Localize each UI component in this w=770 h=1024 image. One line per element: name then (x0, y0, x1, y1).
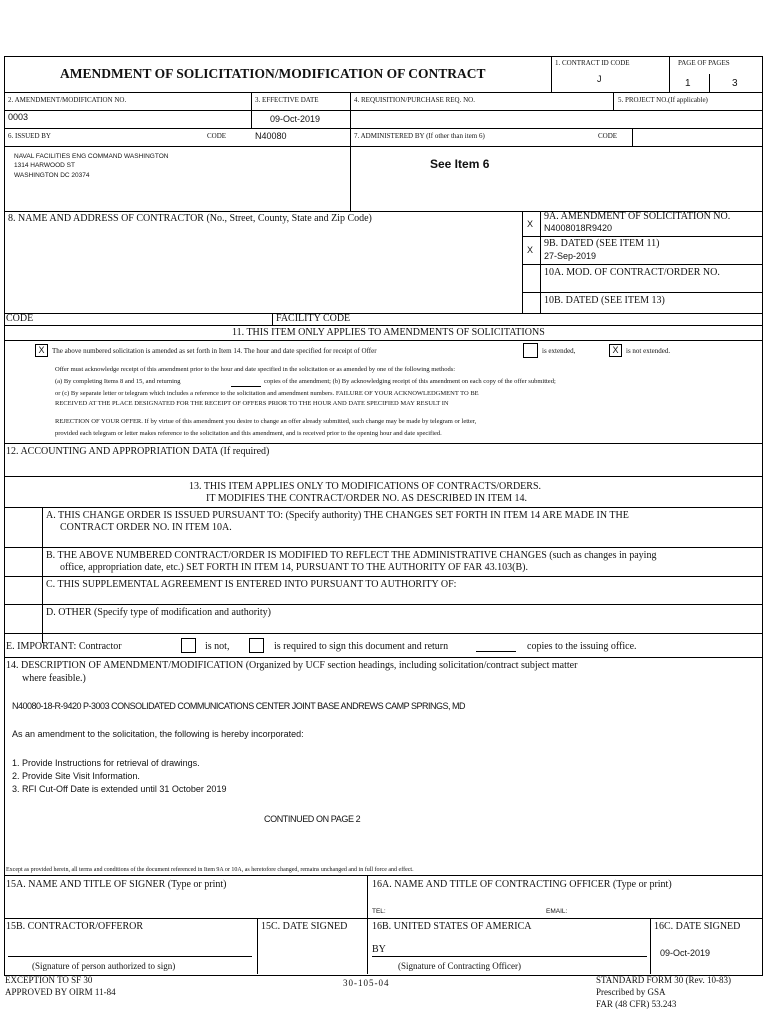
required-checkbox[interactable] (249, 638, 264, 653)
item16b-label: 16B. UNITED STATES OF AMERICA (372, 921, 532, 932)
contractor-signature-caption: (Signature of person authorized to sign) (32, 961, 176, 971)
item15b-label: 15B. CONTRACTOR/OFFEROR (6, 921, 144, 932)
item16a-label: 16A. NAME AND TITLE OF CONTRACTING OFFICER (Type or print) (372, 879, 672, 890)
item13-c: C. THIS SUPPLEMENTAL AGREEMENT IS ENTERED INTO PURSUANT TO AUTHORITY OF: (46, 579, 457, 590)
item11-is-not-extended: is not extended. (626, 347, 671, 355)
form-title: AMENDMENT OF SOLICITATION/MODIFICATION OF CONTRACT (60, 66, 486, 81)
contract-id-code[interactable]: J (597, 74, 602, 84)
by-label: BY (372, 944, 386, 955)
item11-para6: provided each telegram or letter makes reference to the solicitation and this amendment, and is received prior to the opening hour and date specified. (55, 430, 442, 437)
item12-label: 12. ACCOUNTING AND APPROPRIATION DATA (If required) (6, 446, 270, 457)
important-copies: copies to the issuing office. (527, 641, 637, 652)
item9b-checkmark[interactable]: X (527, 245, 534, 255)
item13-b-line2: office, appropriation date, etc.) SET FORTH IN ITEM 14, PURSUANT TO THE AUTHORITY OF FAR 43.103(B). (60, 562, 528, 573)
item11-extended-checkbox[interactable] (523, 343, 538, 358)
item9b-label: 9B. DATED (SEE ITEM 11) (544, 238, 660, 249)
footer-form-number: 30-105-04 (343, 978, 390, 988)
officer-signature-caption: (Signature of Contracting Officer) (398, 961, 522, 971)
item14-description-line2: As an amendment to the solicitation, the following is hereby incorporated: (12, 729, 304, 739)
item11-para1: Offer must acknowledge receipt of this amendment prior to the hour and date specified in the solicitation or as amended by one of the following methods: (55, 366, 456, 373)
item11-para5: REJECTION OF YOUR OFFER. If by virtue of this amendment you desire to change an offer already submitted, such change may be made by telegram or letter, (55, 418, 477, 425)
important-required: is required to sign this document and return (274, 641, 449, 652)
item11-para3: or (c) By separate letter or telegram which includes a reference to the solicitation and amendment numbers. FAILURE OF YOUR ACKNOWLEDGMENT TO BE (55, 390, 479, 397)
item10b-label: 10B. DATED (SEE ITEM 13) (544, 295, 665, 306)
not-required-checkbox[interactable] (181, 638, 196, 653)
item9a-label: 9A. AMENDMENT OF SOLICITATION NO. (544, 211, 731, 222)
item11-amended-checkbox[interactable]: X (35, 344, 48, 357)
item14-list-item: 3. RFI Cut-Off Date is extended until 31 October 2019 (12, 784, 227, 794)
item14-description-line1: N40080-18-R-9420 P-3003 CONSOLIDATED COMMUNICATIONS CENTER JOINT BASE ANDREWS CAMP SPRINGS, MD (12, 701, 465, 711)
item14-list-item: 1. Provide Instructions for retrieval of drawings. (12, 758, 200, 768)
page-count: 3 (732, 78, 738, 89)
effective-date-label: 3. EFFECTIVE DATE (255, 96, 319, 104)
item9a-checkmark[interactable]: X (527, 219, 534, 229)
administered-by-label: 7. ADMINISTERED BY (If other than item 6) (354, 132, 485, 140)
item11-not-extended-checkbox[interactable]: X (609, 344, 622, 357)
tel-label: TEL: (372, 908, 386, 915)
item13-heading2: IT MODIFIES THE CONTRACT/ORDER NO. AS DESCRIBED IN ITEM 14. (206, 493, 528, 504)
item15a-label: 15A. NAME AND TITLE OF SIGNER (Type or print) (6, 879, 227, 890)
item16c-label: 16C. DATE SIGNED (654, 921, 741, 932)
amend-no-field[interactable]: 0003 (8, 112, 29, 122)
item13-a-line2: CONTRACT ORDER NO. IN ITEM 10A. (60, 522, 232, 533)
issuer-address-line1: NAVAL FACILITIES ENG COMMAND WASHINGTON (14, 153, 169, 160)
important-lead: E. IMPORTANT: Contractor (6, 641, 122, 652)
footer-approved: APPROVED BY OIRM 11-84 (5, 987, 116, 997)
copies-returned-field[interactable] (231, 386, 261, 387)
item9b-value[interactable]: 27-Sep-2019 (544, 251, 597, 261)
effective-date-field[interactable]: 09-Oct-2019 (270, 114, 321, 124)
item16c-date: 09-Oct-2019 (660, 948, 711, 958)
issuer-address-line3: WASHINGTON DC 20374 (14, 172, 90, 179)
requisition-no-label: 4. REQUISITION/PURCHASE REQ. NO. (354, 96, 475, 104)
see-item-text: See Item 6 (430, 157, 490, 171)
item14-label-line2: where feasible.) (22, 673, 86, 684)
page-number: 1 (685, 78, 691, 89)
item11-para2a: (a) By completing Items 8 and 15, and returning (55, 378, 181, 385)
item13-a-line1: A. THIS CHANGE ORDER IS ISSUED PURSUANT TO: (Specify authority) THE CHANGES SET FORTH IN ITEM 14 ARE MADE IN THE (46, 510, 629, 521)
except-text: Except as provided herein, all terms and conditions of the document referenced in Item 9A or 10A, as heretofore changed, remains unchanged and in full force and effect. (6, 867, 414, 873)
item11-heading: 11. THIS ITEM ONLY APPLIES TO AMENDMENTS OF SOLICITATIONS (232, 327, 545, 338)
page-of-pages-label: PAGE OF PAGES (678, 59, 730, 67)
contractor-label: 8. NAME AND ADDRESS OF CONTRACTOR (No., Street, County, State and Zip Code) (8, 213, 372, 224)
item11-is-extended: is extended, (542, 347, 576, 355)
contractor-code-label: CODE (6, 313, 34, 324)
copies-field[interactable] (476, 651, 516, 652)
item11-para2b: copies of the amendment; (b) By acknowledging receipt of this amendment on each copy of the offer submitted; (264, 378, 556, 385)
footer-far: FAR (48 CFR) 53.243 (596, 999, 677, 1009)
issued-by-label: 6. ISSUED BY (8, 132, 51, 140)
issuer-address-line2: 1314 HARWOOD ST (14, 162, 75, 169)
item13-d: D. OTHER (Specify type of modification and authority) (46, 607, 271, 618)
amend-no-label: 2. AMENDMENT/MODIFICATION NO. (8, 96, 127, 104)
admin-code-label: CODE (598, 132, 618, 140)
item9a-value[interactable]: N4008018R9420 (544, 223, 613, 233)
continued-on-page: CONTINUED ON PAGE 2 (264, 814, 361, 824)
important-is-not: is not, (205, 641, 230, 652)
footer-exception: EXCEPTION TO SF 30 (5, 975, 93, 985)
facility-code-label: FACILITY CODE (276, 313, 351, 324)
item13-heading1: 13. THIS ITEM APPLIES ONLY TO MODIFICATIONS OF CONTRACTS/ORDERS. (189, 481, 542, 492)
officer-signature-line[interactable] (372, 956, 647, 957)
email-label: EMAIL: (546, 908, 568, 915)
footer-standard-form: STANDARD FORM 30 (Rev. 10-83) (596, 975, 731, 985)
issued-code-label: CODE (207, 132, 227, 140)
contractor-signature-line[interactable] (8, 956, 252, 957)
footer-prescribed: Prescribed by GSA (596, 987, 666, 997)
item10a-label: 10A. MOD. OF CONTRACT/ORDER NO. (544, 267, 720, 278)
issued-code-field[interactable]: N40080 (255, 131, 287, 141)
item14-list-item: 2. Provide Site Visit Information. (12, 771, 140, 781)
contract-id-code-label: 1. CONTRACT ID CODE (555, 59, 630, 67)
project-no-label: 5. PROJECT NO.(If applicable) (618, 96, 708, 104)
item15c-label: 15C. DATE SIGNED (261, 921, 348, 932)
item14-label-line1: 14. DESCRIPTION OF AMENDMENT/MODIFICATION (Organized by UCF section headings, including solicitation/contract subject matter (6, 660, 578, 671)
item11-line1: The above numbered solicitation is amended as set forth in Item 14. The hour and date specified for receipt of Offer (52, 347, 377, 355)
item11-para4: RECEIVED AT THE PLACE DESIGNATED FOR THE RECEIPT OF OFFERS PRIOR TO THE HOUR AND DATE SPECIFIED MAY RESULT IN (55, 400, 449, 407)
item13-b-line1: B. THE ABOVE NUMBERED CONTRACT/ORDER IS MODIFIED TO REFLECT THE ADMINISTRATIVE CHANGES (such as changes in paying (46, 550, 657, 561)
